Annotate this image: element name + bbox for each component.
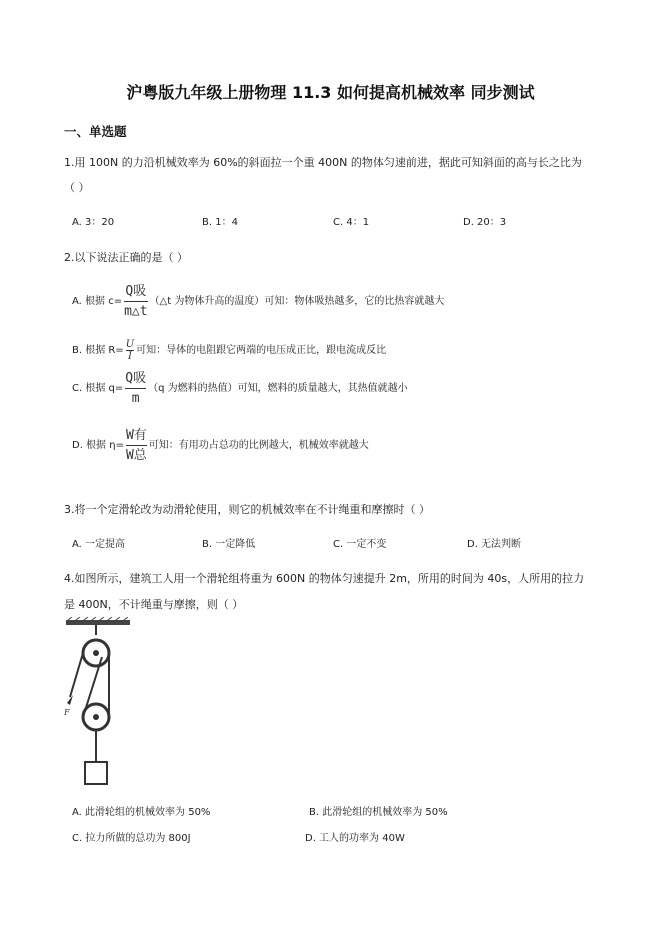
question-2-option-b [72, 339, 386, 362]
question-4-stem-line1: 4.如图所示，建筑工人用一个滑轮组将重为 600N 的物体匀速提升 2m，所用的时间为 40s，人所用的拉力 [64, 572, 585, 585]
question-4-option-b: B. 此滑轮组的机械效率为 50% [309, 807, 448, 818]
question-4-option-a: A. 此滑轮组的机械效率为 50% [72, 807, 211, 818]
load-block [85, 762, 107, 784]
formula-denominator: m [131, 391, 140, 406]
formula-numerator: U [125, 339, 135, 350]
question-3-stem: 3.将一个定滑轮改为动滑轮使用，则它的机械效率在不计绳重和摩擦时（ ） [64, 503, 430, 516]
option-b-suffix: 可知：导体的电阻跟它两端的电压成正比，跟电流成反比 [136, 344, 387, 356]
formula-denominator: I [127, 351, 132, 362]
question-1-option-d: D. 20：3 [463, 217, 507, 228]
question-4-option-c: C. 拉力所做的总功为 800J [72, 833, 191, 844]
formula-numerator: W有 [125, 428, 147, 443]
question-2-stem: 2.以下说法正确的是（ ） [64, 251, 188, 264]
section-heading: 一、单选题 [64, 124, 127, 139]
force-label: F [64, 708, 70, 717]
question-4-stem-line2: 是 400N，不计绳重与摩擦，则（ ） [64, 598, 244, 611]
page-title: 沪粤版九年级上册物理 11.3 如何提高机械效率 同步测试 [126, 83, 535, 102]
question-3-option-b: B. 一定降低 [202, 539, 256, 550]
question-2-option-c [72, 371, 408, 406]
ceiling-beam [66, 617, 130, 625]
question-3-option-d: D. 无法判断 [467, 539, 522, 550]
question-2-option-a [72, 284, 444, 319]
formula-c-fraction [124, 284, 147, 319]
fixed-pulley [83, 640, 109, 666]
option-a-prefix: A. 根据 c= [72, 295, 123, 307]
formula-r-fraction [126, 339, 134, 362]
question-3-option-a: A. 一定提高 [72, 539, 126, 550]
option-c-suffix: （q 为燃料的热值）可知，燃料的质量越大，其热值就越小 [148, 382, 408, 394]
formula-numerator: Q吸 [125, 371, 147, 386]
question-1-option-a: A. 3：20 [72, 217, 115, 228]
pulley-system-figure [64, 617, 134, 792]
formula-eta-fraction [126, 428, 147, 463]
option-d-suffix: 可知：有用功占总功的比例越大，机械效率就越大 [148, 439, 369, 451]
formula-q-fraction [125, 371, 146, 406]
question-2-option-d [72, 428, 369, 463]
option-d-prefix: D. 根据 η= [72, 439, 124, 451]
formula-denominator: W总 [125, 448, 147, 463]
question-4-option-d: D. 工人的功率为 40W [305, 833, 405, 844]
formula-denominator: m△t [124, 304, 148, 319]
fraction-bar [126, 445, 147, 446]
question-1-option-c: C. 4：1 [333, 217, 370, 228]
option-a-suffix: （△t 为物体升高的温度）可知：物体吸热越多，它的比热容就越大 [149, 295, 445, 307]
question-3-option-c: C. 一定不变 [333, 539, 387, 550]
question-1-option-b: B. 1：4 [202, 217, 238, 228]
option-b-prefix: B. 根据 R= [72, 344, 124, 356]
fraction-bar [124, 301, 147, 302]
fraction-bar [125, 388, 146, 389]
question-1-stem-line2: （ ） [64, 181, 90, 194]
option-c-prefix: C. 根据 q= [72, 382, 124, 394]
question-1-stem-line1: 1.用 100N 的力沿机械效率为 60%的斜面拉一个重 400N 的物体匀速前进，据此可知斜面的高与长之比为 [64, 156, 582, 169]
formula-numerator: Q吸 [125, 284, 147, 299]
